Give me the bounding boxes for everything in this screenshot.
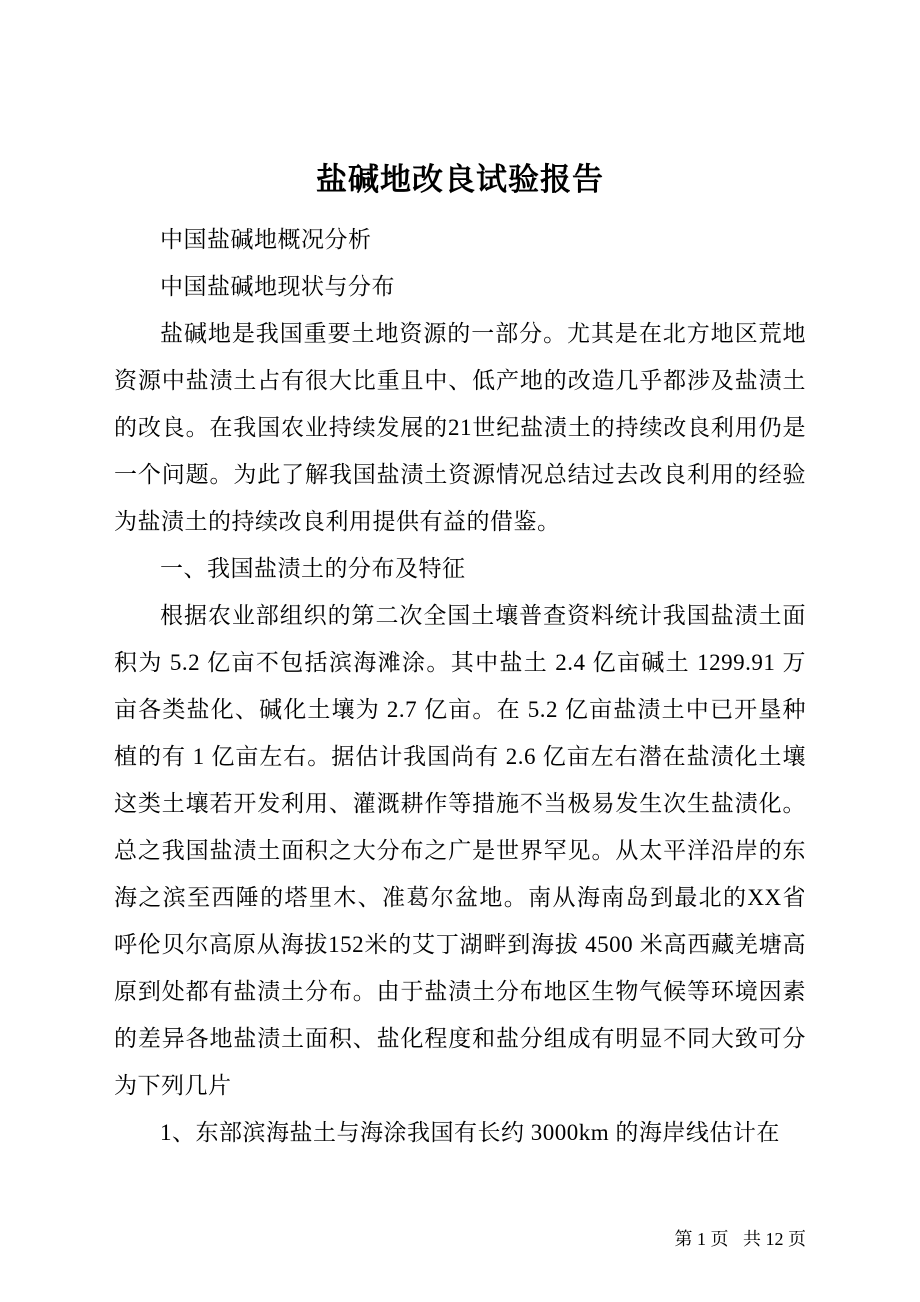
paragraph-intro-1: 中国盐碱地概况分析: [160, 227, 372, 252]
paragraph-section-heading: 一、我国盐渍土的分布及特征: [160, 556, 466, 581]
page-footer: [675, 1228, 807, 1250]
current-page-label: 第 1 页: [674, 1229, 729, 1249]
document-title: 盐碱地改良试验报告: [316, 162, 604, 197]
paragraph-distribution: 根据农业部组织的第二次全国土壤普查资料统计我国盐渍土面积为 5.2 亿亩不包括滨海滩涂。其中盐土 2.4 亿亩碱土 1299.91 万亩各类盐化、碱化土壤为 2.7 亿亩。在 5.2 亿亩盐渍土中已开垦种植的有 1 亿亩左右。据估计我国尚有 2.6 亿亩左右潜在盐渍化土壤这类土壤若开发利用、灌溉耕作等措施不当极易发生次生盐渍化。总之我国盐渍土面积之大分布之广是世界罕见。从太平洋沿岸的东海之滨至西陲的塔里木、准葛尔盆地。南从海南岛到最北的XX省呼伦贝尔高原从海拔152米的艾丁湖畔到海拔 4500 米高西藏羌塘高原到处都有盐渍土分布。由于盐渍土分布地区生物气候等环境因素的差异各地盐渍土面积、盐化程度和盐分组成有明显不同大致可分为下列几片: [114, 603, 806, 1098]
paragraph-overview: 盐碱地是我国重要土地资源的一部分。尤其是在北方地区荒地资源中盐渍土占有很大比重且中、低产地的改造几乎都涉及盐渍土的改良。在我国农业持续发展的21世纪盐渍土的持续改良利用仍是一个问题。为此了解我国盐渍土资源情况总结过去改良利用的经验为盐渍土的持续改良利用提供有益的借鉴。: [114, 321, 806, 534]
document-body: [114, 216, 806, 1156]
paragraph-coastal: 1、东部滨海盐土与海涂我国有长约 3000km 的海岸线估计在: [160, 1120, 780, 1145]
total-pages-label: 共 12 页: [743, 1229, 806, 1249]
document-content: [114, 158, 806, 1156]
paragraph-intro-2: 中国盐碱地现状与分布: [160, 274, 395, 299]
